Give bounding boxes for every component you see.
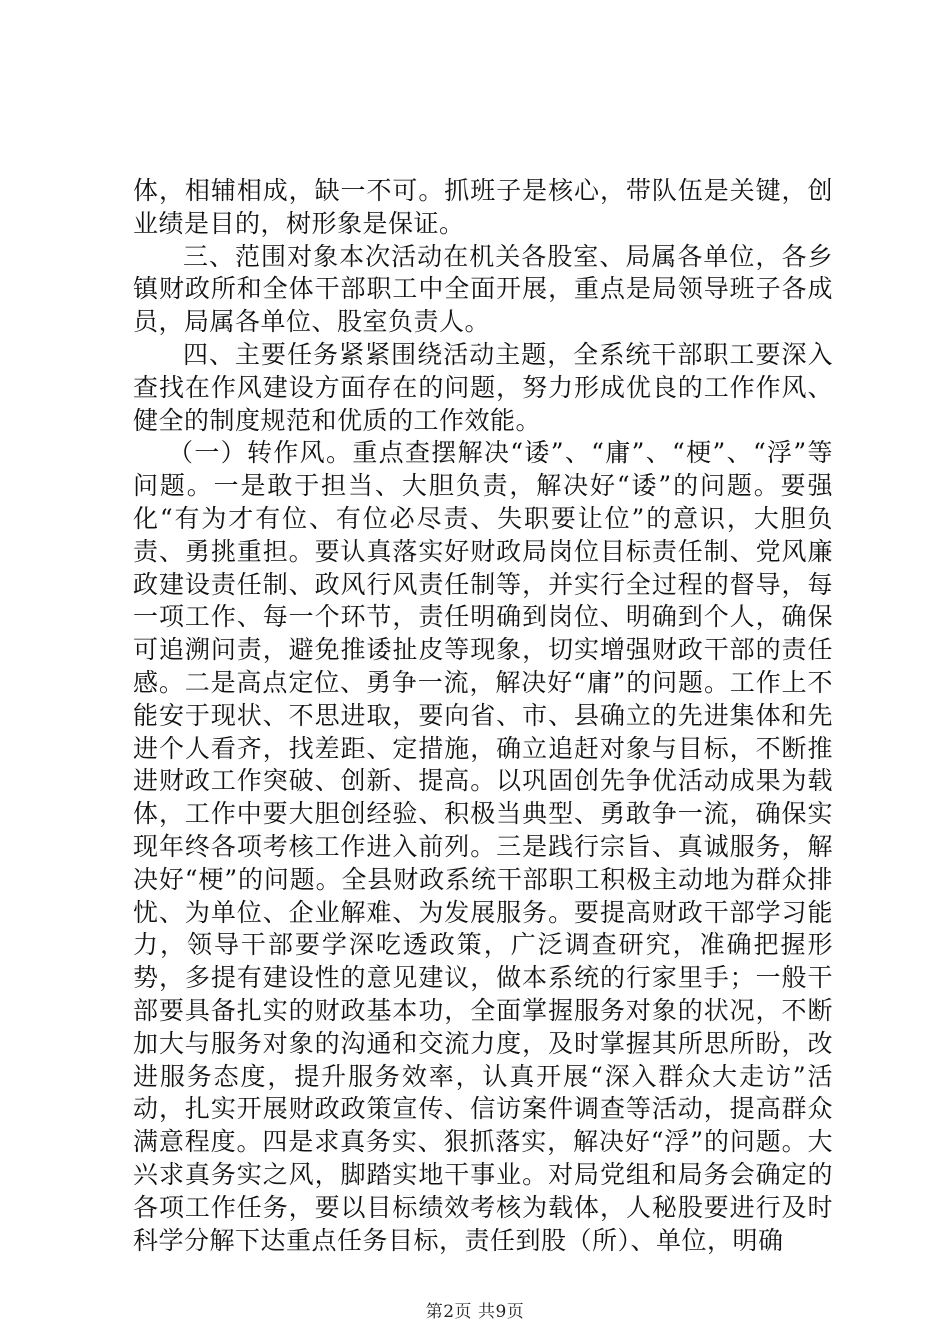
paragraph-main-tasks: 四、主要任务紧紧围绕活动主题，全系统干部职工要深入查找在作风建设方面存在的问题，努力形成优良的工作作风、健全的制度规范和优质的工作效能。 [133, 339, 833, 435]
paragraph-scope: 三、范围对象本次活动在机关各股室、局属各单位，各乡镇财政所和全体干部职工中全面开展，重点是局领导班子各成员，局属各单位、股室负责人。 [133, 241, 833, 337]
page-number-footer: 第2页 共9页 [425, 1302, 525, 1322]
paragraph-continuation: 体，相辅相成，缺一不可。抓班子是核心，带队伍是关键，创业绩是目的，树形象是保证。 [133, 176, 833, 238]
paragraph-work-style: （一）转作风。重点查摆解决“诿”、“庸”、“梗”、“浮”等问题。一是敢于担当、大胆负责，解决好“诿”的问题。要强化“有为才有位、有位必尽责、失职要让位”的意识，大胆负责、勇挑重担。要认真落实好财政局岗位目标责任制、党风廉政建设责任制、政风行风责任制等，并实行全过程的督导，每一项工作、每一个环节，责任明确到岗位、明确到个人，确保可追溯问责，避免推诿扯皮等现象，切实增强财政干部的责任感。二是高点定位、勇争一流，解决好“庸”的问题。工作上不能安于现状、不思进取，要向省、市、县确立的先进集体和先进个人看齐，找差距、定措施，确立追赶对象与目标，不断推进财政工作突破、创新、提高。以巩固创先争优活动成果为载体，工作中要大胆创经验、积极当典型、勇敢争一流，确保实现年终各项考核工作进入前列。三是践行宗旨、真诚服务，解决好“梗”的问题。全县财政系统干部职工积极主动地为群众排忧、为单位、企业解难、为发展服务。要提高财政干部学习能力，领导干部要学深吃透政策，广泛调查研究，准确把握形势，多提有建设性的意见建议，做本系统的行家里手；一般干部要具备扎实的财政基本功，全面掌握服务对象的状况，不断加大与服务对象的沟通和交流力度，及时掌握其所思所盼，改进服务态度，提升服务效率，认真开展“深入群众大走访”活动，扎实开展财政政策宣传、信访案件调查等活动，提高群众满意程度。四是求真务实、狠抓落实，解决好“浮”的问题。大兴求真务实之风，脚踏实地干事业。对局党组和局务会确定的各项工作任务，要以目标绩效考核为载体，人秘股要进行及时科学分解下达重点任务目标，责任到股（所）、单位，明确 [133, 438, 833, 1255]
document-body [133, 175, 833, 1257]
